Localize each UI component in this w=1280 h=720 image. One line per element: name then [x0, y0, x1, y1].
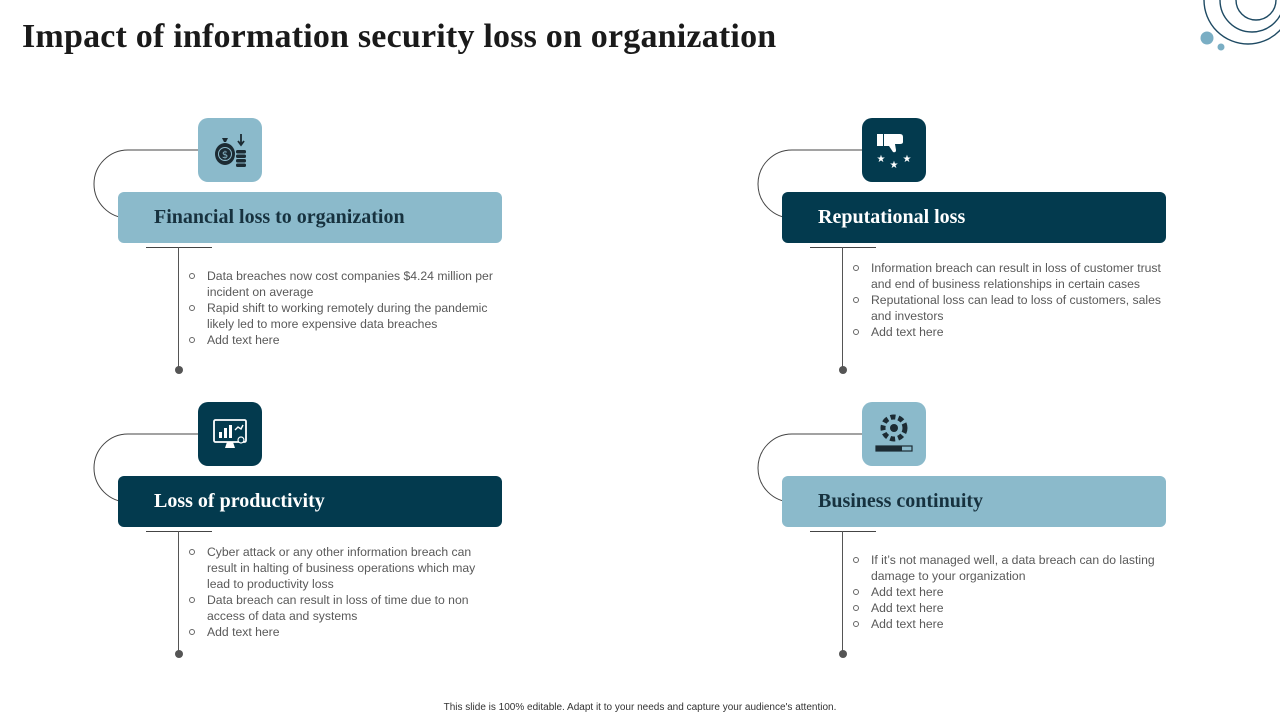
list-item: Add text here: [851, 600, 1171, 616]
bullet-list: [851, 260, 1161, 340]
footer-note: This slide is 100% editable. Adapt it to your needs and capture your audience's attention.: [443, 702, 837, 713]
decorative-circles-icon: [1200, 0, 1280, 64]
list-item: Add text here: [187, 332, 497, 348]
timeline-line: [842, 247, 843, 369]
card-heading: Business continuity: [782, 476, 1166, 527]
list-item: Add text here: [851, 324, 1161, 340]
list-item: Data breaches now cost companies $4.24 million per incident on average: [187, 268, 497, 300]
timeline-dot: [839, 366, 847, 374]
bullet-list: [187, 544, 497, 640]
list-item: Add text here: [187, 624, 497, 640]
monitor-chart-icon: [210, 414, 250, 454]
list-item: Rapid shift to working remotely during the pandemic likely led to more expensive data breaches: [187, 300, 497, 332]
list-item: Information breach can result in loss of customer trust and end of business relationships in certain cases: [851, 260, 1161, 292]
heading-underline: [146, 531, 212, 532]
productivity-icon-box: [198, 402, 262, 466]
svg-text:★: ★: [902, 154, 912, 165]
money-bag-coins-icon: [210, 130, 250, 170]
page-title: Impact of information security loss on organization: [22, 18, 777, 55]
timeline-dot: [175, 650, 183, 658]
list-item: Add text here: [851, 584, 1171, 600]
heading-underline: [810, 247, 876, 248]
card-reputational-loss: [754, 118, 1274, 398]
svg-text:★: ★: [889, 160, 899, 170]
card-business-continuity: [754, 402, 1274, 682]
card-financial-loss: [90, 118, 610, 398]
bullet-list: [851, 552, 1171, 632]
financial-icon-box: [198, 118, 262, 182]
card-heading: Reputational loss: [782, 192, 1166, 243]
svg-text:$: $: [221, 150, 229, 161]
timeline-dot: [175, 366, 183, 374]
list-item: If it’s not managed well, a data breach can do lasting damage to your organization: [851, 552, 1171, 584]
timeline-line: [842, 531, 843, 653]
thumbs-down-stars-icon: [874, 130, 914, 170]
bullet-list: [187, 268, 497, 348]
list-item: Data breach can result in loss of time due to non access of data and systems: [187, 592, 497, 624]
list-item: Reputational loss can lead to loss of customers, sales and investors: [851, 292, 1161, 324]
timeline-dot: [839, 650, 847, 658]
heading-underline: [810, 531, 876, 532]
card-loss-of-productivity: [90, 402, 610, 682]
heading-underline: [146, 247, 212, 248]
list-item: Add text here: [851, 616, 1171, 632]
card-heading: Financial loss to organization: [118, 192, 502, 243]
svg-text:★: ★: [876, 154, 886, 165]
card-heading: Loss of productivity: [118, 476, 502, 527]
reputation-icon-box: [862, 118, 926, 182]
continuity-icon-box: [862, 402, 926, 466]
list-item: Cyber attack or any other information breach can result in halting of business operations which may lead to productivity loss: [187, 544, 497, 592]
timeline-line: [178, 531, 179, 653]
timeline-line: [178, 247, 179, 369]
gear-progress-icon: [872, 412, 916, 456]
